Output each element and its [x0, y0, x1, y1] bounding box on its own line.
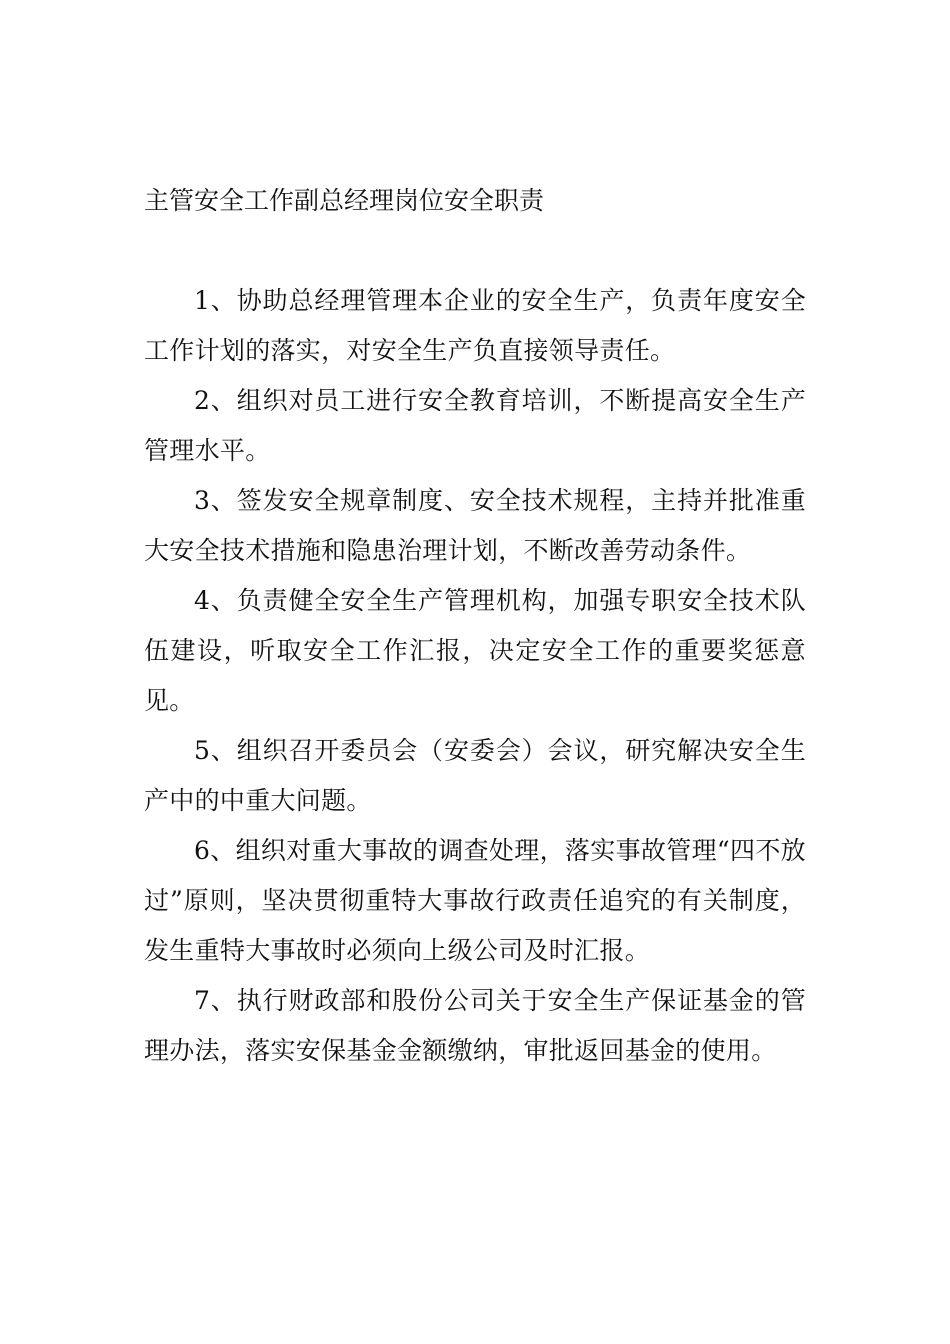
paragraph-4: 4、负责健全安全生产管理机构，加强专职安全技术队伍建设，听取安全工作汇报，决定安全工作的重要奖惩意见。	[144, 586, 806, 715]
paragraph-7: 7、执行财政部和股份公司关于安全生产保证基金的管理办法，落实安保基金金额缴纳，审批返回基金的使用。	[144, 986, 806, 1065]
document-title: 主管安全工作副总经理岗位安全职责	[144, 186, 545, 215]
paragraph-3: 3、签发安全规章制度、安全技术规程，主持并批准重大安全技术措施和隐患治理计划，不断改善劳动条件。	[144, 486, 806, 565]
paragraph-2: 2、组织对员工进行安全教育培训，不断提高安全生产管理水平。	[144, 386, 806, 465]
paragraph-1: 1、协助总经理管理本企业的安全生产，负责年度安全工作计划的落实，对安全生产负直接领导责任。	[144, 286, 806, 365]
paragraph-5: 5、组织召开委员会（安委会）会议，研究解决安全生产中的中重大问题。	[144, 736, 806, 815]
document-body	[144, 276, 806, 1076]
paragraph-6: 6、组织对重大事故的调查处理，落实事故管理“四不放过”原则，坚决贯彻重特大事故行政责任追究的有关制度，发生重特大事故时必须向上级公司及时汇报。	[144, 836, 806, 965]
